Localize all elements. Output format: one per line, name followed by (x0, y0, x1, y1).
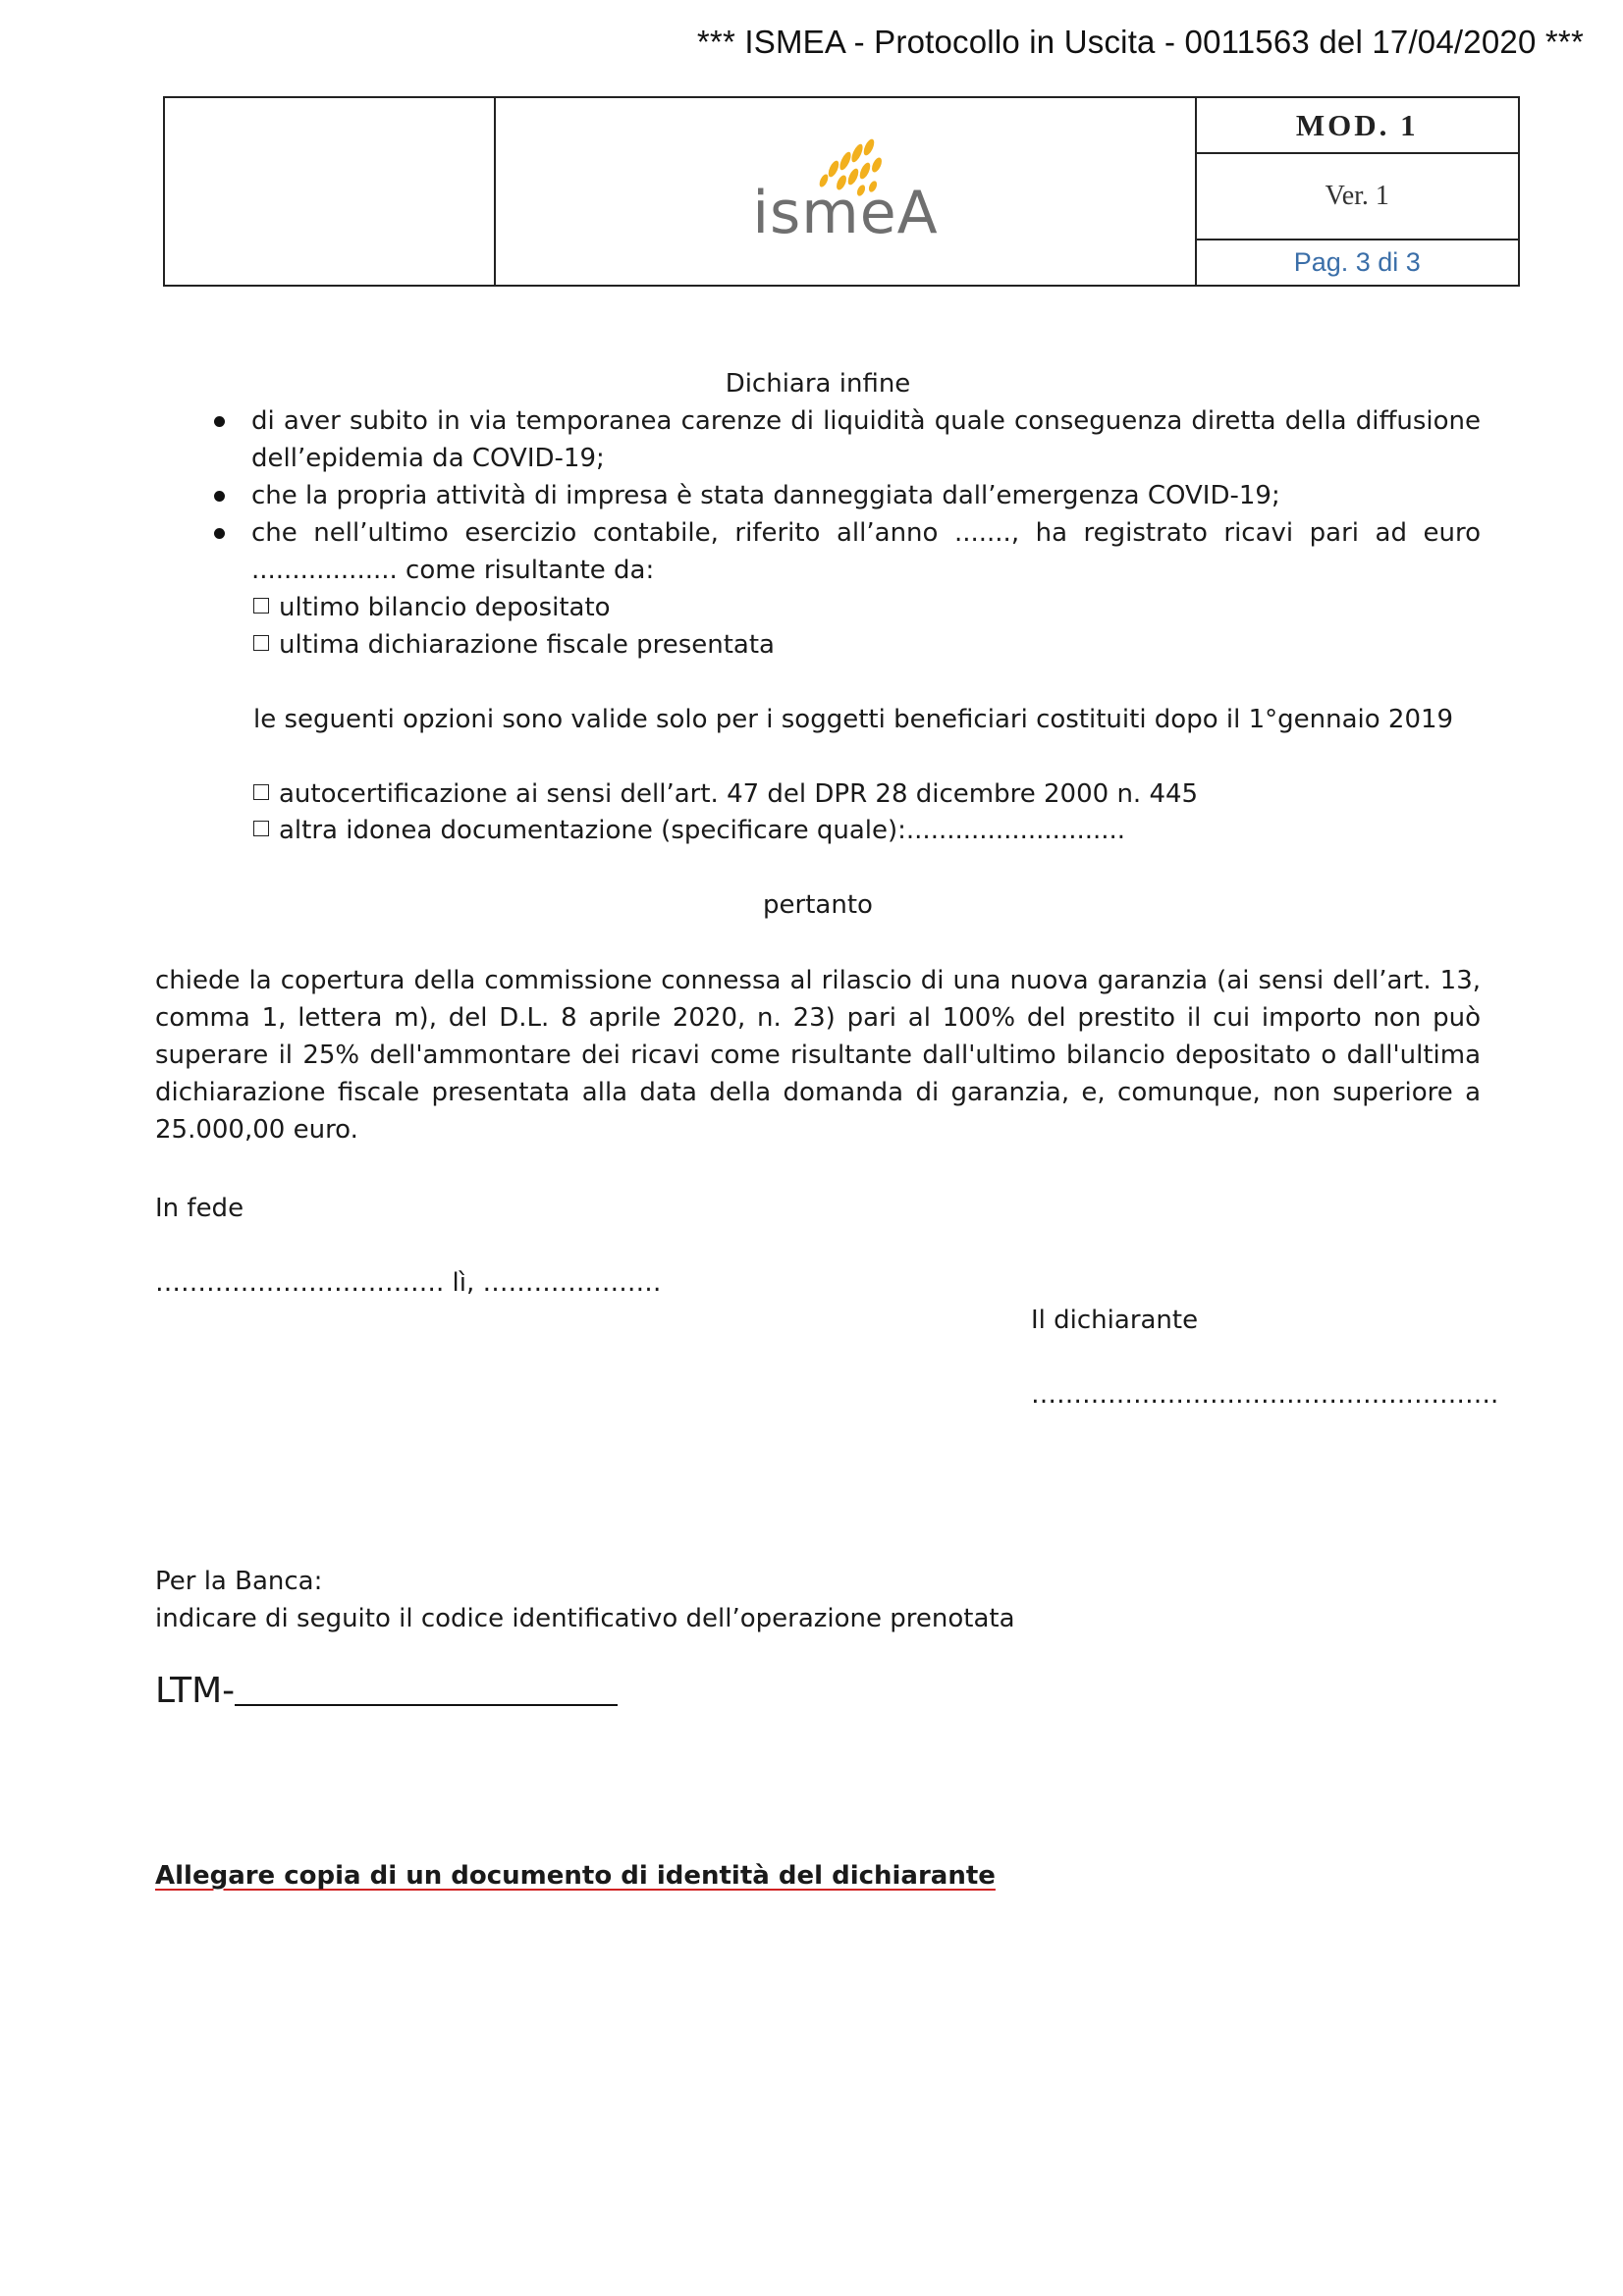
ltm-code-field (155, 1671, 618, 1711)
protocol-stamp: *** ISMEA - Protocollo in Uscita - 0011563 del 17/04/2020 *** (696, 24, 1584, 60)
option-label: ultimo bilancio depositato (279, 593, 611, 622)
option-ultimo-bilancio (253, 589, 611, 626)
option-autocertificazione (253, 775, 1198, 813)
ltm-prefix: LTM- (155, 1671, 236, 1711)
pertanto-heading: pertanto (763, 890, 873, 920)
request-paragraph: chiede la copertura della commissione connessa al rilascio di una nuova garanzia (ai sensi dell’art. 13, comma 1, lettera m), del D.L. 8 aprile 2020, n. 23) pari al 100% del prestito il cui importo non può superare il 25% dell'ammontare dei ricavi come risultante dall'ultimo bilancio depositato o dall'ultima dichiarazione fiscale presentata alla data della domanda di garanzia, e, comunque, non superiore a 25.000,00 euro. (155, 966, 1481, 1145)
mod-label: MOD. 1 (1196, 97, 1519, 153)
logo-cell (495, 97, 1195, 286)
checkbox[interactable] (253, 598, 269, 614)
in-fede: In fede (155, 1194, 244, 1223)
checkbox[interactable] (253, 784, 269, 800)
declaration-list (214, 402, 1481, 589)
option-label: autocertificazione ai sensi dell’art. 47 del DPR 28 dicembre 2000 n. 445 (279, 779, 1199, 809)
dichiarante-signature-line: ………………………………………………. (1031, 1380, 1499, 1410)
dichiarante-label: Il dichiarante (1031, 1306, 1199, 1335)
attachment-note: Allegare copia di un documento di identità del dichiarante (155, 1861, 996, 1891)
option-ultima-dichiarazione (253, 626, 775, 664)
header-table (163, 96, 1520, 287)
options-note: le seguenti opzioni sono valide solo per i soggetti beneficiari costituiti dopo il 1°gennaio 2019 (253, 705, 1454, 734)
dichiara-title: Dichiara infine (725, 369, 911, 399)
header-empty-cell (164, 97, 495, 286)
logo-wordmark: ismeA (752, 178, 939, 247)
option-label: altra idonea documentazione (specificare quale):........................... (279, 816, 1126, 845)
ltm-input-line[interactable] (235, 1671, 618, 1706)
banca-instruction: indicare di seguito il codice identificativo dell’operazione prenotata (155, 1604, 1015, 1633)
list-item: che nell’ultimo esercizio contabile, riferito all’anno ......., ha registrato ricavi pari ad euro .................. come risultante da: (214, 514, 1481, 589)
checkbox[interactable] (253, 821, 269, 836)
list-item: di aver subito in via temporanea carenze di liquidità quale conseguenza diretta della diffusione dell’epidemia da COVID-19; (214, 402, 1481, 477)
place-date-field: ……………………………. lì, ………………… (155, 1268, 662, 1298)
version-label: Ver. 1 (1196, 153, 1519, 240)
banca-label: Per la Banca: (155, 1567, 323, 1596)
option-altra-documentazione (253, 812, 1125, 849)
list-item: che la propria attività di impresa è stata danneggiata dall’emergenza COVID-19; (214, 477, 1481, 514)
ismea-logo (747, 126, 944, 253)
page-number: Pag. 3 di 3 (1196, 240, 1519, 286)
checkbox[interactable] (253, 635, 269, 651)
option-label: ultima dichiarazione fiscale presentata (279, 630, 775, 660)
